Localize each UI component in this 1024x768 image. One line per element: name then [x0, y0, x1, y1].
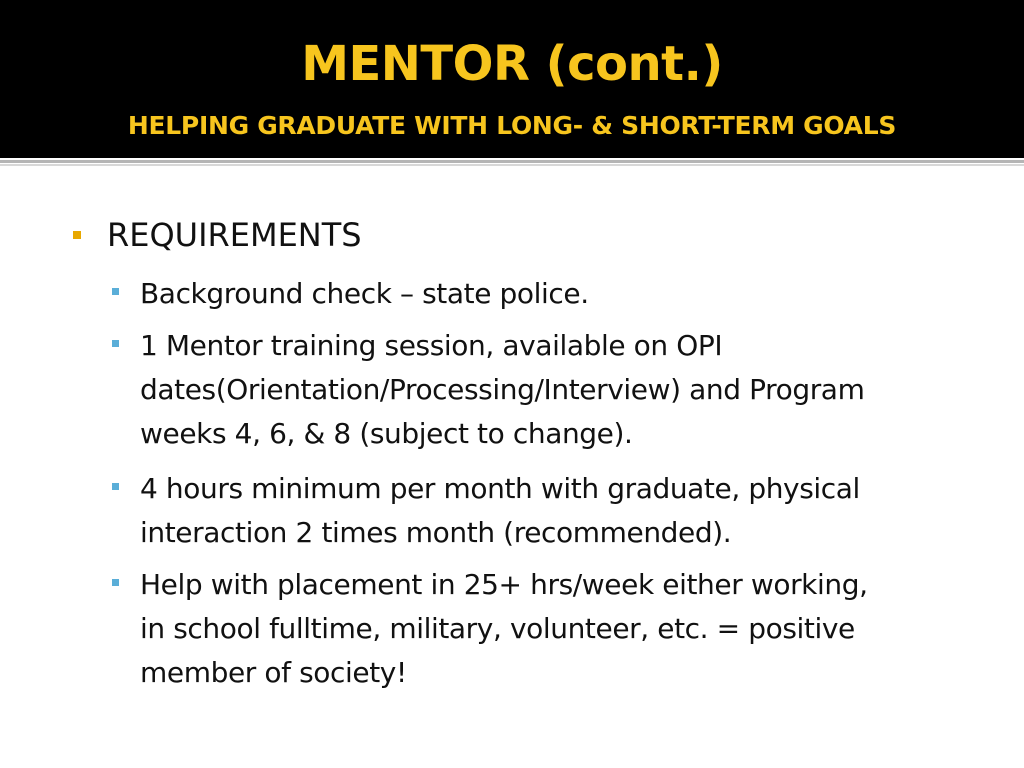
square-bullet-icon — [73, 231, 81, 239]
square-bullet-icon — [112, 579, 119, 586]
list-item — [140, 272, 1000, 316]
list-item-line: Help with placement in 25+ hrs/week either working, — [140, 568, 868, 601]
slide-subtitle: HELPING GRADUATE WITH LONG- & SHORT-TERM GOALS — [127, 111, 897, 140]
list-item — [140, 467, 1000, 555]
list-item-line: dates(Orientation/Processing/Interview) and Program — [140, 373, 865, 406]
list-item — [140, 324, 1000, 456]
list-item-line: weeks 4, 6, & 8 (subject to change). — [140, 417, 633, 450]
list-item-line: Background check – state police. — [140, 277, 589, 310]
square-bullet-icon — [112, 340, 119, 347]
slide-title: MENTOR (cont.) — [301, 36, 723, 92]
square-bullet-icon — [112, 288, 119, 295]
list-item-line: member of society! — [140, 656, 407, 689]
requirements-heading: REQUIREMENTS — [107, 216, 362, 254]
list-item-line: 4 hours minimum per month with graduate, physical — [140, 472, 860, 505]
square-bullet-icon — [112, 483, 119, 490]
list-item-line: in school fulltime, military, volunteer, etc. = positive — [140, 612, 855, 645]
list-item-line: interaction 2 times month (recommended). — [140, 516, 732, 549]
list-item-line: 1 Mentor training session, available on OPI — [140, 329, 723, 362]
list-item — [140, 563, 1000, 695]
